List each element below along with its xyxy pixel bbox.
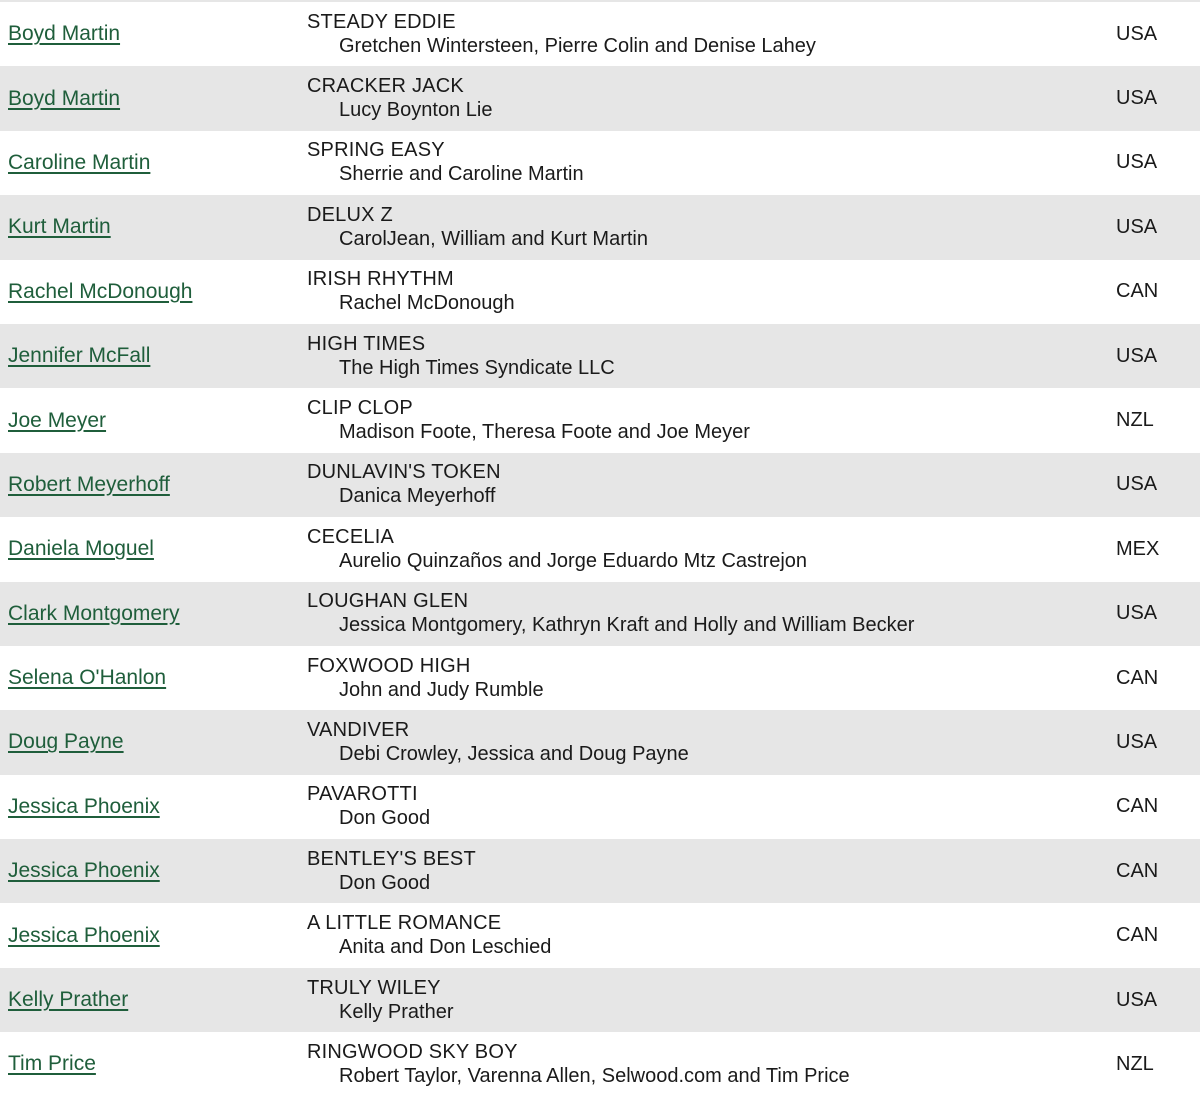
- table-row: [0, 388, 1200, 452]
- horse-name: STEADY EDDIE: [307, 10, 456, 33]
- horse-name: DELUX Z: [307, 203, 393, 226]
- country-code: NZL: [1116, 409, 1154, 432]
- table-row: [0, 775, 1200, 839]
- table-row: [0, 839, 1200, 903]
- table-row: [0, 131, 1200, 195]
- horse-name: DUNLAVIN'S TOKEN: [307, 461, 501, 484]
- rider-link[interactable]: Boyd Martin: [8, 86, 121, 110]
- owner-text: Jessica Montgomery, Kathryn Kraft and Holly and William Becker: [339, 614, 915, 637]
- table-row: [0, 517, 1200, 581]
- owner-text: The High Times Syndicate LLC: [339, 356, 615, 379]
- table-row: [0, 195, 1200, 259]
- table-row: [0, 66, 1200, 130]
- horse-name: HIGH TIMES: [307, 332, 426, 355]
- owner-text: Debi Crowley, Jessica and Doug Payne: [339, 742, 689, 765]
- horse-name: CRACKER JACK: [307, 75, 464, 98]
- horse-name: RINGWOOD SKY BOY: [307, 1040, 518, 1063]
- horse-name: LOUGHAN GLEN: [307, 590, 469, 613]
- country-code: USA: [1116, 22, 1158, 45]
- horse-name: CECELIA: [307, 525, 394, 548]
- owner-text: Don Good: [339, 807, 431, 830]
- horse-cell: [299, 396, 1116, 445]
- horse-cell: [299, 976, 1116, 1025]
- owner-text: Lucy Boynton Lie: [339, 99, 493, 122]
- horse-cell: [299, 654, 1116, 703]
- country-code: USA: [1116, 344, 1158, 367]
- country-code: NZL: [1116, 1052, 1154, 1075]
- table-row: [0, 646, 1200, 710]
- rider-link[interactable]: Jessica Phoenix: [8, 923, 160, 947]
- country-code: CAN: [1116, 666, 1159, 689]
- table-row: [0, 903, 1200, 967]
- country-code: CAN: [1116, 795, 1159, 818]
- horse-cell: [299, 267, 1116, 316]
- rider-link[interactable]: Jessica Phoenix: [8, 794, 160, 818]
- country-code: USA: [1116, 602, 1158, 625]
- horse-cell: [299, 1040, 1116, 1089]
- rider-link[interactable]: Jessica Phoenix: [8, 859, 160, 883]
- rider-link[interactable]: Selena O'Hanlon: [8, 666, 167, 690]
- horse-name: VANDIVER: [307, 718, 410, 741]
- horse-name: CLIP CLOP: [307, 397, 413, 420]
- owner-text: CarolJean, William and Kurt Martin: [339, 227, 648, 250]
- horse-name: FOXWOOD HIGH: [307, 654, 471, 677]
- owner-text: Gretchen Wintersteen, Pierre Colin and Denise Lahey: [339, 34, 816, 57]
- country-code: USA: [1116, 87, 1158, 110]
- country-code: MEX: [1116, 537, 1160, 560]
- horse-cell: [299, 138, 1116, 187]
- country-code: CAN: [1116, 280, 1159, 303]
- horse-name: A LITTLE ROMANCE: [307, 912, 502, 935]
- horse-cell: [299, 10, 1116, 59]
- table-row: [0, 710, 1200, 774]
- country-code: CAN: [1116, 859, 1159, 882]
- horse-name: TRULY WILEY: [307, 976, 441, 999]
- horse-cell: [299, 782, 1116, 831]
- rider-link[interactable]: Jennifer McFall: [8, 344, 151, 368]
- table-row: [0, 1032, 1200, 1096]
- rider-link[interactable]: Joe Meyer: [8, 408, 107, 432]
- country-code: USA: [1116, 151, 1158, 174]
- rider-link[interactable]: Clark Montgomery: [8, 601, 180, 625]
- horse-cell: [299, 718, 1116, 767]
- table-row: [0, 2, 1200, 66]
- owner-text: Don Good: [339, 871, 431, 894]
- horse-cell: [299, 74, 1116, 123]
- rider-link[interactable]: Doug Payne: [8, 730, 124, 754]
- rider-link[interactable]: Daniela Moguel: [8, 537, 154, 561]
- rider-link[interactable]: Rachel McDonough: [8, 279, 193, 303]
- horse-name: IRISH RHYTHM: [307, 268, 454, 291]
- table-row: [0, 968, 1200, 1032]
- owner-text: John and Judy Rumble: [339, 678, 544, 701]
- owner-text: Kelly Prather: [339, 1000, 454, 1023]
- horse-cell: [299, 525, 1116, 574]
- table-row: [0, 260, 1200, 324]
- rider-link[interactable]: Boyd Martin: [8, 22, 121, 46]
- rider-link[interactable]: Caroline Martin: [8, 150, 151, 174]
- rider-link[interactable]: Kurt Martin: [8, 215, 111, 239]
- table-row: [0, 324, 1200, 388]
- rider-link[interactable]: Robert Meyerhoff: [8, 472, 170, 496]
- owner-text: Madison Foote, Theresa Foote and Joe Meyer: [339, 421, 750, 444]
- country-code: USA: [1116, 473, 1158, 496]
- horse-cell: [299, 460, 1116, 509]
- country-code: USA: [1116, 730, 1158, 753]
- horse-cell: [299, 332, 1116, 381]
- rider-link[interactable]: Kelly Prather: [8, 988, 129, 1012]
- country-code: CAN: [1116, 924, 1159, 947]
- horse-name: BENTLEY'S BEST: [307, 847, 476, 870]
- owner-text: Anita and Don Leschied: [339, 936, 552, 959]
- owner-text: Aurelio Quinzaños and Jorge Eduardo Mtz Castrejon: [339, 549, 808, 572]
- horse-cell: [299, 911, 1116, 960]
- horse-cell: [299, 203, 1116, 252]
- country-code: USA: [1116, 215, 1158, 238]
- horse-name: PAVAROTTI: [307, 783, 418, 806]
- owner-text: Sherrie and Caroline Martin: [339, 163, 584, 186]
- table-row: [0, 582, 1200, 646]
- owner-text: Danica Meyerhoff: [339, 485, 496, 508]
- table-row: [0, 453, 1200, 517]
- horse-name: SPRING EASY: [307, 139, 445, 162]
- owner-text: Robert Taylor, Varenna Allen, Selwood.com and Tim Price: [339, 1064, 850, 1087]
- country-code: USA: [1116, 988, 1158, 1011]
- horse-cell: [299, 847, 1116, 896]
- rider-link[interactable]: Tim Price: [8, 1052, 96, 1076]
- horse-cell: [299, 589, 1116, 638]
- owner-text: Rachel McDonough: [339, 292, 515, 315]
